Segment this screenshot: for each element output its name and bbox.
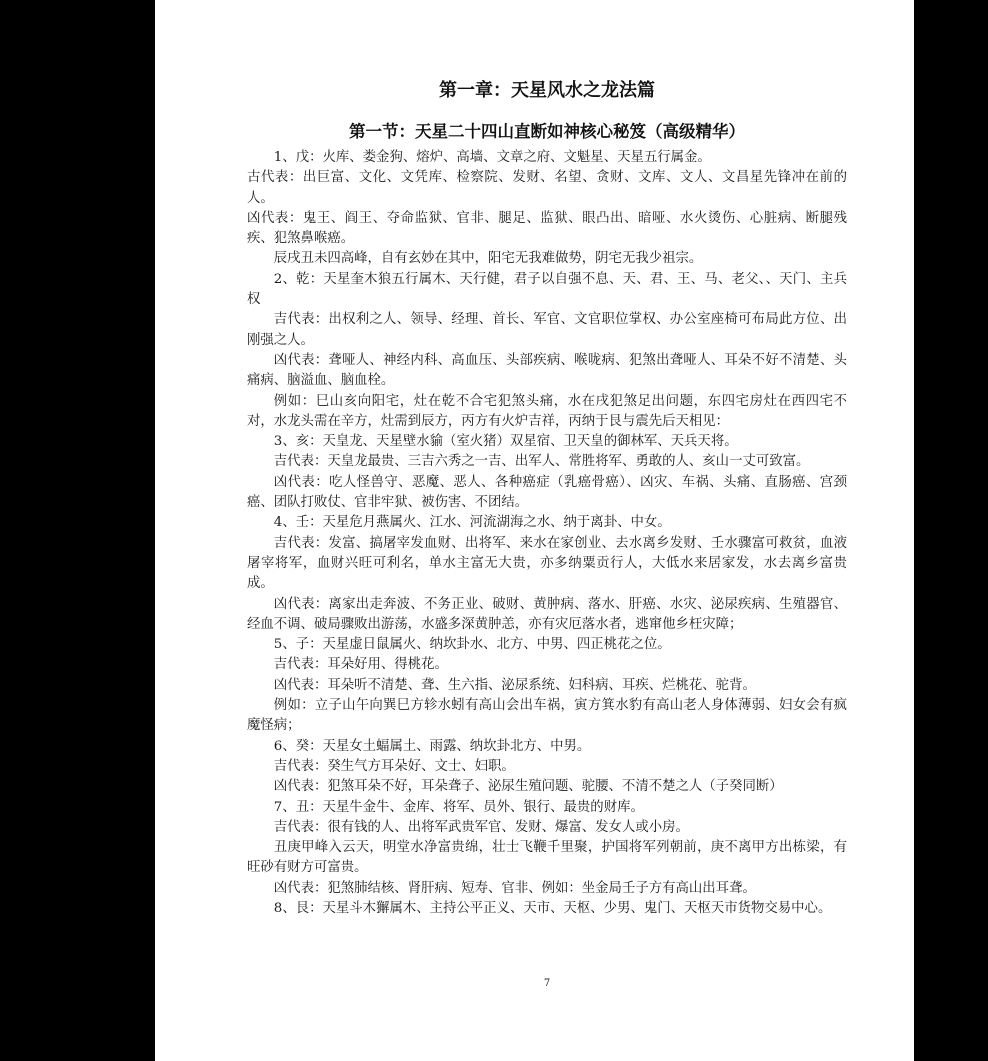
body-text — [247, 148, 847, 919]
paragraph: 凶代表：聋哑人、神经内科、高血压、头部疾病、喉咙病、犯煞出聋哑人、耳朵不好不清楚、头痛病、脑溢血、脑血栓。 — [247, 352, 847, 389]
paragraph: 古代表：出巨富、文化、文凭库、检察院、发财、名望、贪财、文库、文人、文昌星先锋冲在前的人。 — [247, 170, 847, 206]
page-number: 7 — [543, 978, 551, 989]
paragraph: 凶代表：吃人怪兽守、恶魔、恶人、各种癌症（乳癌骨癌）、凶灾、车祸、头痛、直肠癌、宫颈癌、团队打败仗、官非牢狱、被伤害、不团结。 — [247, 474, 847, 511]
paragraph: 辰戌丑未四高峰，自有玄妙在其中，阳宅无我难做势，阴宅无我少祖宗。 — [273, 251, 703, 267]
chapter-title: 第一章：天星风水之龙法篇 — [439, 80, 655, 101]
paragraph: 凶代表：鬼王、阎王、夺命监狱、官非、腿足、监狱、眼凸出、暗哑、水火烫伤、心脏病、断腿残疾、犯煞鼻喉癌。 — [247, 210, 847, 247]
paragraph: 吉代表：发富、搞屠宰发血财、出将军、来水在家创业、去水离乡发财、壬水骤富可救贫，血液屠宰将军，血财兴旺可利名，单水主富无大贵，亦多纳粟贡行人，大低水来居家发，水去离乡富贵成。 — [247, 535, 847, 592]
paragraph: 5、子：天星虚日鼠属火、纳坎卦水、北方、中男、四正桃花之位。 — [273, 637, 671, 653]
paragraph: 吉代表：很有钱的人、出将军武贵军官、发财、爆富、发女人或小房。 — [273, 819, 689, 835]
paragraph: 吉代表：出权利之人、领导、经理、首长、军官、文官职位掌权、办公室座椅可布局此方位、出刚强之人。 — [247, 312, 847, 348]
paragraph: 吉代表：癸生气方耳朵好、文士、妇职。 — [273, 758, 515, 774]
paragraph: 8、艮：天星斗木獬属木、主持公平正义、天市、天枢、少男、鬼门、天枢天市货物交易中心。 — [273, 900, 832, 916]
paragraph: 4、壬：天星危月燕属火、江水、河流湖海之水、纳于离卦、中女。 — [273, 515, 671, 531]
paragraph: 2、乾：天星奎木狼五行属木、天行健，君子以自强不息、天、君、王、马、老父、、天门、主兵权 — [247, 271, 847, 308]
paragraph: 凶代表：离家出走奔波、不务正业、破财、黄肿病、落水、肝癌、水灾、泌尿疾病、生殖器官、经血不调、破局骤败出游荡，水盛多深黄肿恙，亦有灾厄落水者，逃窜他乡枉灾障； — [247, 596, 847, 632]
paragraph: 3、亥：天皇龙、天星壁水貐（室火猪）双星宿、卫天皇的御林军、天兵天将。 — [273, 434, 738, 450]
paragraph: 6、癸：天星女土蝠属土、雨露、纳坎卦北方、中男。 — [273, 738, 591, 754]
document-page — [155, 0, 914, 1061]
paragraph: 吉代表：天皇龙最贵、三吉六秀之一吉、出军人、常胜将军、勇敢的人、亥山一丈可致富。 — [273, 454, 810, 470]
paragraph: 吉代表：耳朵好用、得桃花。 — [273, 657, 448, 673]
section-title: 第一节：天星二十四山直断如神核心秘笈（高级精华） — [349, 122, 745, 141]
paragraph: 例如：立子山午向巽巳方轸水蚓有高山会出车祸，寅方箕水豹有高山老人身体薄弱、妇女会有疯魔怪病； — [247, 698, 847, 734]
paragraph: 丑庚甲峰入云天，明堂水净富贵绵，壮士飞鞭千里聚，护国将军列朝前，庚不离甲方出栋梁，有旺砂有财方可富贵。 — [247, 840, 847, 876]
paragraph: 凶代表：犯煞肺结核、肾肝病、短寿、官非、例如：坐金局壬子方有高山出耳聋。 — [273, 880, 756, 896]
paragraph: 凶代表：犯煞耳朵不好，耳朵聋子、泌尿生殖问题、驼腰、不清不楚之人（子癸同断） — [273, 779, 783, 795]
paragraph: 7、丑：天星牛金牛、金库、将军、员外、银行、最贵的财库。 — [273, 799, 644, 815]
paragraph: 例如：巳山亥向阳宅，灶在乾不合宅犯煞头痛，水在戌犯煞足出问题，东四宅房灶在西四宅不对，水龙头需在辛方，灶需到辰方，丙方有火炉吉祥，丙纳于艮与震先后天相见： — [247, 393, 847, 429]
paragraph: 1、戊：火库、娄金狗、熔炉、高墙、文章之府、文魁星、天星五行属金。 — [273, 150, 711, 165]
paragraph: 凶代表：耳朵听不清楚、聋、生六指、泌尿系统、妇科病、耳疾、烂桃花、驼背。 — [273, 677, 756, 693]
